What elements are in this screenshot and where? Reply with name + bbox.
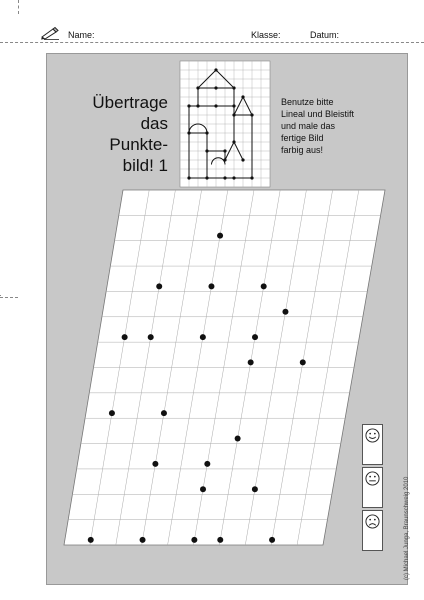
model-dot [241, 158, 244, 161]
model-dot [232, 104, 235, 107]
rating-box-happy[interactable] [362, 424, 383, 465]
skewed-grid-dot [300, 359, 306, 365]
model-dot [214, 104, 217, 107]
model-dot [205, 176, 208, 179]
model-dot [232, 176, 235, 179]
skewed-grid-dot [235, 436, 241, 442]
skewed-grid-dot [282, 309, 288, 315]
instruction-line: und male das [281, 121, 336, 131]
skewed-grid-dot [122, 334, 128, 340]
class-label: Klasse: [251, 30, 281, 40]
skewed-grid-dot [252, 486, 258, 492]
skewed-grid-dot [252, 334, 258, 340]
skewed-grid-dot [217, 233, 223, 239]
model-dot [214, 86, 217, 89]
instruction-line: fertige Bild [281, 133, 324, 143]
skewed-grid-dot [208, 283, 214, 289]
model-dot [205, 149, 208, 152]
model-dot [250, 113, 253, 116]
skewed-grid-dot [200, 486, 206, 492]
copyright-notice [404, 380, 413, 580]
skewed-grid-dot [269, 537, 275, 543]
model-dot [187, 176, 190, 179]
model-dot [223, 176, 226, 179]
model-dot [196, 86, 199, 89]
model-dot [223, 149, 226, 152]
skewed-grid-dot [161, 410, 167, 416]
skewed-grid-dot [109, 410, 115, 416]
neutral-face-icon [365, 471, 380, 486]
model-dot [187, 131, 190, 134]
model-dot [241, 95, 244, 98]
instruction-line: farbig aus! [281, 145, 324, 155]
model-dot [223, 158, 226, 161]
model-dot [232, 140, 235, 143]
skewed-grid-dot [261, 283, 267, 289]
model-dot [196, 104, 199, 107]
skewed-grid-dot [200, 334, 206, 340]
model-dot [214, 68, 217, 71]
happy-face-icon [365, 428, 380, 443]
skewed-grid-dot [191, 537, 197, 543]
model-dot [205, 131, 208, 134]
model-dot [232, 113, 235, 116]
copyright-text: (c) Michael Junga, Braunschweig 2010 [404, 476, 410, 580]
model-dot [232, 86, 235, 89]
rating-box-neutral[interactable] [362, 467, 383, 508]
model-picture-grid [180, 61, 270, 187]
skewed-grid-dot [217, 537, 223, 543]
skewed-grid-dot [204, 461, 210, 467]
skewed-grid-dot [88, 537, 94, 543]
skewed-grid-dot [248, 359, 254, 365]
title-line: bild! 1 [122, 156, 168, 175]
title-line: das [140, 114, 168, 133]
instruction-line: Benutze bitte [281, 97, 334, 107]
title-line: Punkte- [109, 135, 168, 154]
skewed-grid-dot [156, 283, 162, 289]
skewed-grid-dot [148, 334, 154, 340]
skewed-grid-dot [140, 537, 146, 543]
model-dot [187, 104, 190, 107]
date-label: Datum: [310, 30, 340, 40]
model-dot [250, 176, 253, 179]
rating-box-sad[interactable] [362, 510, 383, 551]
instruction-line: Lineal und Bleistift [281, 109, 355, 119]
sad-face-icon [365, 514, 380, 529]
skewed-grid-dot [152, 461, 158, 467]
title-line: Übertrage [92, 93, 168, 112]
name-label: Name: [68, 30, 95, 40]
skewed-dot-grid [64, 190, 385, 545]
